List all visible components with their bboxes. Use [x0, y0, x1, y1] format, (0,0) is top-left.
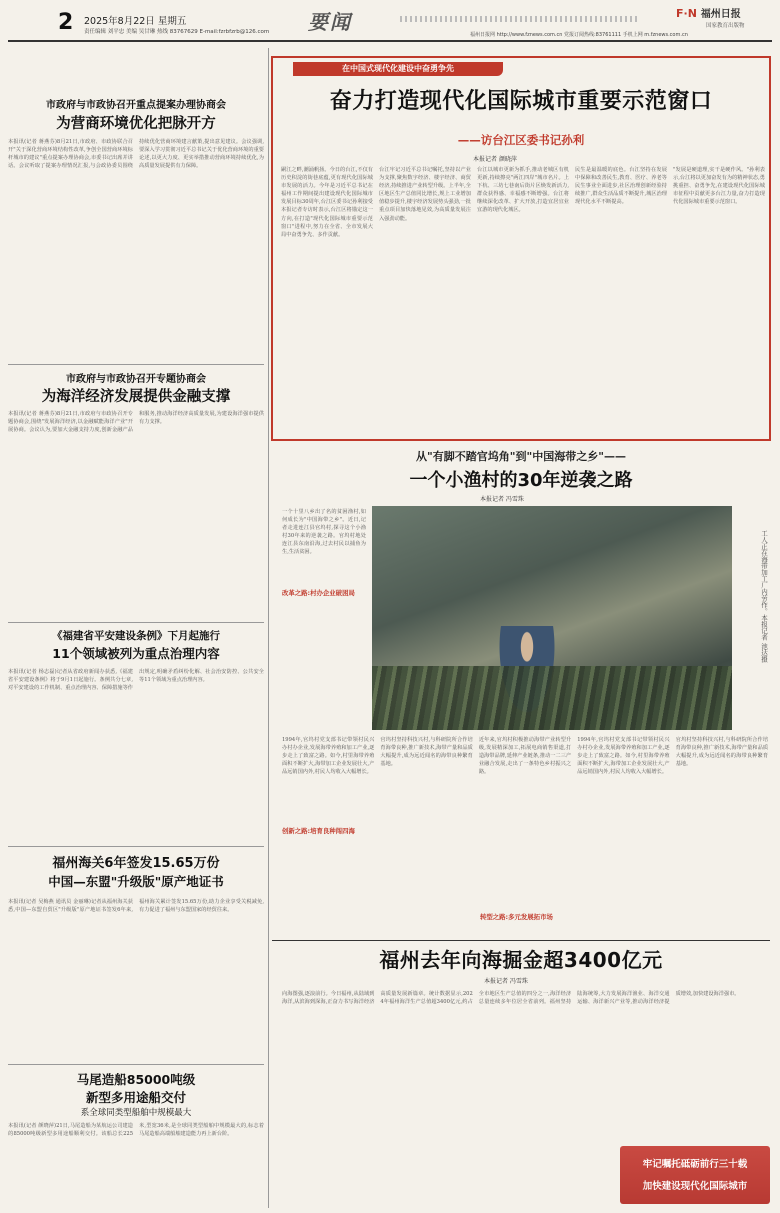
masthead-sub: 国家教育出版物: [706, 23, 745, 29]
page-number: 2: [58, 10, 74, 35]
photo-caption: 工人正在海带加工厂内劳作。本报记者 池达摄: [760, 530, 768, 663]
main-body-col2: 台江牢记习近平总书记嘱托,坚持以产业为支撑,聚焦数字经济、楼宇经济、商贸经济,持续推进产业转型升级。上半年,全区地区生产总值同比增长,规上工业增加值稳步提升,楼宇经济发展势头强劲,一批重点项目加快落地见效,为高质量发展注入强劲动能。: [379, 167, 471, 222]
fishing-body-grid: [282, 736, 768, 936]
main-story-box: [271, 56, 771, 441]
fishing-body-6: 官坞村坚持科技兴村,与科研院所合作培育海带良种,推广新技术,海带产量和品质大幅提升,成为远近闻名的海带良种繁育基地。: [675, 737, 769, 768]
fishing-section-1: 改革之路:村办企业破困局: [282, 588, 366, 597]
section-label: 要闻: [308, 10, 352, 34]
story2-title: 为海洋经济发展提供金融支撑: [41, 389, 231, 405]
story1-body: 本报讯(记者 蒋燕芬)8月21日,市政府、市政协联合召开"关于深化营商环境结构性改革,争创全国营商环境标杆城市的建议"重点提案办理协商会,市委书记出席并讲话。会议听取了提案办理情况汇报,与会政协委员围绕持续优化营商环境建言献策,提出意见建议。会议强调,要深入学习贯彻习近平总书记关于优化营商环境的重要论述,以更大力度、更实举措推动营商环境持续优化,为高质量发展提供有力保障。: [8, 139, 264, 170]
main-body-col3: 台江以城市更新为抓手,推动老城区有机更新,持续擦亮"两江四岸"城市名片。上下杭、三坊七巷南后街片区焕发新活力,群众获得感、幸福感不断增强。台江将继续深化改革、扩大开放,打造宜居宜业宜游的现代化城区。: [477, 167, 569, 214]
fishing-body-4: 近年来,官坞村积极推动海带产业转型升级,发展精深加工,拓展电商销售渠道,打造海带品牌,延伸产业链条,推动一二三产业融合发展,走出了一条特色乡村振兴之路。: [478, 737, 572, 776]
main-body-col5: "发展是硬道理,实干是硬作风。"孙利表示,台江将以更加奋发有为的精神状态,勇挑重担、奋勇争先,在建设现代化国际城市征程中贡献更多台江力量,奋力打造现代化国际城市重要示范窗口。: [673, 167, 765, 206]
fishing-body-3: 官坞村坚持科技兴村,与科研院所合作培育海带良种,推广新技术,海带产量和品质大幅提升,成为远近闻名的海带良种繁育基地。: [380, 737, 473, 768]
story3-kicker: 《福建省平安建设条例》下月起施行: [52, 630, 220, 642]
page-date: 2025年8月22日 星期五: [84, 16, 187, 27]
gdp-title: 福州去年向海掘金超3400亿元: [379, 948, 663, 972]
main-body-col1: 嗣江之畔,潮涌帆扬。今日的台江,不仅有历史积淀的街巷底蕴,更有现代化国际城市发展的活力。今年是习近平总书记在福州工作期间提出建设现代化国际城市发展目标30周年,台江区委书记孙利接受本报记者专访时表示,台江区将锚定这一方向,在打造"现代化国际城市重要示范窗口"进程中,努力在全省、全市发展大局中奋勇争先、多作贡献。: [281, 167, 373, 238]
fishing-photo: [372, 506, 732, 730]
header-rule: [8, 40, 772, 42]
story4-title: 中国—东盟"升级版"原产地证书: [48, 874, 224, 889]
story1-kicker: 市政府与市政协召开重点提案办理协商会: [46, 100, 226, 111]
divider-1: [8, 364, 264, 365]
fishing-section-3: 转型之路:多元发展拓市场: [480, 912, 570, 921]
fishing-section-2: 创新之路:培育良种闯四海: [282, 826, 372, 835]
divider-4: [8, 1064, 264, 1065]
section-ornament: [400, 16, 640, 22]
gdp-body: 向海图强,逐浪前行。今日福州,从陆域到海洋,从滨海到深海,正奋力书写海洋经济高质量发展新篇章。统计数据显示,2024年福州海洋生产总值超3400亿元,约占全市地区生产总值的四分之一,海洋经济总量连续多年位居全省前列。福州坚持陆海统筹,大力发展海洋渔业、海洋交通运输、海洋新兴产业等,推动海洋经济提质增效,加快建设海洋强市。: [282, 991, 740, 1006]
section-title: [308, 6, 398, 32]
main-byline: 本报记者 颜晓萍: [473, 156, 517, 163]
left-divider: [268, 48, 269, 1208]
fishing-body-1: 一个十里八乡出了名的贫困渔村,如何成长为"中国海带之乡"。近日,记者走进连江县官坞村,探寻这个小渔村30年来的逆袭之路。官坞村地处连江县东南沿海,过去村民以捕鱼为生,生活贫困。: [282, 509, 366, 556]
logo-name: 福州日报: [700, 9, 741, 20]
main-title: 奋力打造现代化国际城市重要示范窗口: [329, 89, 713, 114]
main-subtitle: ——访台江区委书记孙利: [457, 133, 585, 147]
main-body: [281, 166, 765, 436]
banner-line1: 牢记嘱托砥砺前行三十载: [642, 1159, 748, 1170]
fishing-byline: 本报记者 冯雪珠: [480, 496, 524, 503]
site-info: 福州日报网 http://www.fznews.com.cn 党报订阅热线:83761111 手机上网 m.fznews.com.cn: [470, 32, 688, 38]
main-kicker-ribbon: [293, 62, 503, 76]
logo-fn: F·N: [676, 7, 697, 20]
fishing-kicker: 从"有脚不踏官坞角"到"中国海带之乡"——: [416, 450, 626, 463]
fishing-title: 一个小渔村的30年逆袭之路: [409, 470, 633, 491]
divider-2: [8, 622, 264, 623]
masthead-logo: [676, 5, 741, 20]
story5-body: 本报讯(记者 颜晓萍)21日,马尾造船为某航运公司建造的85000吨级新型多用途船顺利交付。该船总长225米,型宽36米,是全球同类型船舶中规模最大的,标志着马尾造船高端船舶建造能力再上新台阶。: [8, 1123, 264, 1138]
fishing-body-2: 1994年,官坞村党支部书记带领村民兴办村办企业,发展海带养殖和加工产业,逐步走上了致富之路。如今,村里海带养殖面积不断扩大,海带加工企业发展壮大,产品远销国内外,村民人均收入大幅增长。: [282, 737, 375, 776]
story2-kicker: 市政府与市政协召开专题协商会: [66, 374, 206, 385]
divider-gdp: [272, 940, 770, 941]
gdp-byline: 本报记者 冯雪珠: [484, 978, 528, 985]
banner-line2: 加快建设现代化国际城市: [642, 1181, 748, 1192]
story5-subtitle: 系全球同类型船舶中规模最大: [80, 1108, 192, 1118]
story4-kicker: 福州海关6年签发15.65万份: [52, 856, 220, 871]
story3-body: 本报讯(记者 杨志磊)记者从省政府新闻办获悉,《福建省平安建设条例》将于9月1日起施行。条例共分七章,对平安建设的工作机制、重点治理内容、保障措施等作出规定,明确矛盾纠纷化解、社会治安防控、公共安全等11个领域为重点治理内容。: [8, 669, 264, 692]
bottom-banner: [620, 1146, 770, 1204]
story5-title1: 马尾造船85000吨级: [76, 1072, 196, 1087]
editor-info: 责任编辑 刘平忠 美编 吴甘琳 热线 83767629 E-mail:fzrbfzrb@126.com: [84, 29, 270, 35]
story3-title: 11个领域被列为重点治理内容: [52, 646, 220, 661]
fishing-body-5: 1994年,官坞村党支部书记带领村民兴办村办企业,发展海带养殖和加工产业,逐步走上了致富之路。如今,村里海带养殖面积不断扩大,海带加工企业发展壮大,产品远销国内外,村民人均收入大幅增长。: [577, 737, 670, 776]
divider-3: [8, 846, 264, 847]
story4-body: 本报讯(记者 吴梅燕 通讯员 金丽琳)记者从福州海关获悉,中国—东盟自贸区"升级版"原产地证书签发6年来,福州海关累计签发15.65万份,助力企业享受关税减免,有力促进了福州与东盟国家的经贸往来。: [8, 899, 264, 914]
photo-kelp: [372, 666, 732, 730]
main-body-col4: 民生是最温暖的底色。台江坚持在发展中保障和改善民生,教育、医疗、养老等民生事业全面进步,社区治理创新经验持续推广,群众生活品质不断提升,城区治理现代化水平不断提高。: [575, 167, 667, 206]
left-column: [8, 48, 264, 1208]
story2-body: 本报讯(记者 蒋燕芬)8月21日,市政府与市政协召开专题协商会,围绕"发展海洋经济,以金融赋能海洋产业"开展协商。会议认为,要加大金融支持力度,创新金融产品和服务,推动海洋经济高质量发展,为建设海洋强市提供有力支撑。: [8, 411, 264, 434]
story1-title: 为营商环境优化把脉开方: [56, 116, 216, 132]
story5-title2: 新型多用途船交付: [85, 1090, 186, 1105]
main-kicker: 在中国式现代化建设中奋勇争先: [342, 64, 454, 73]
